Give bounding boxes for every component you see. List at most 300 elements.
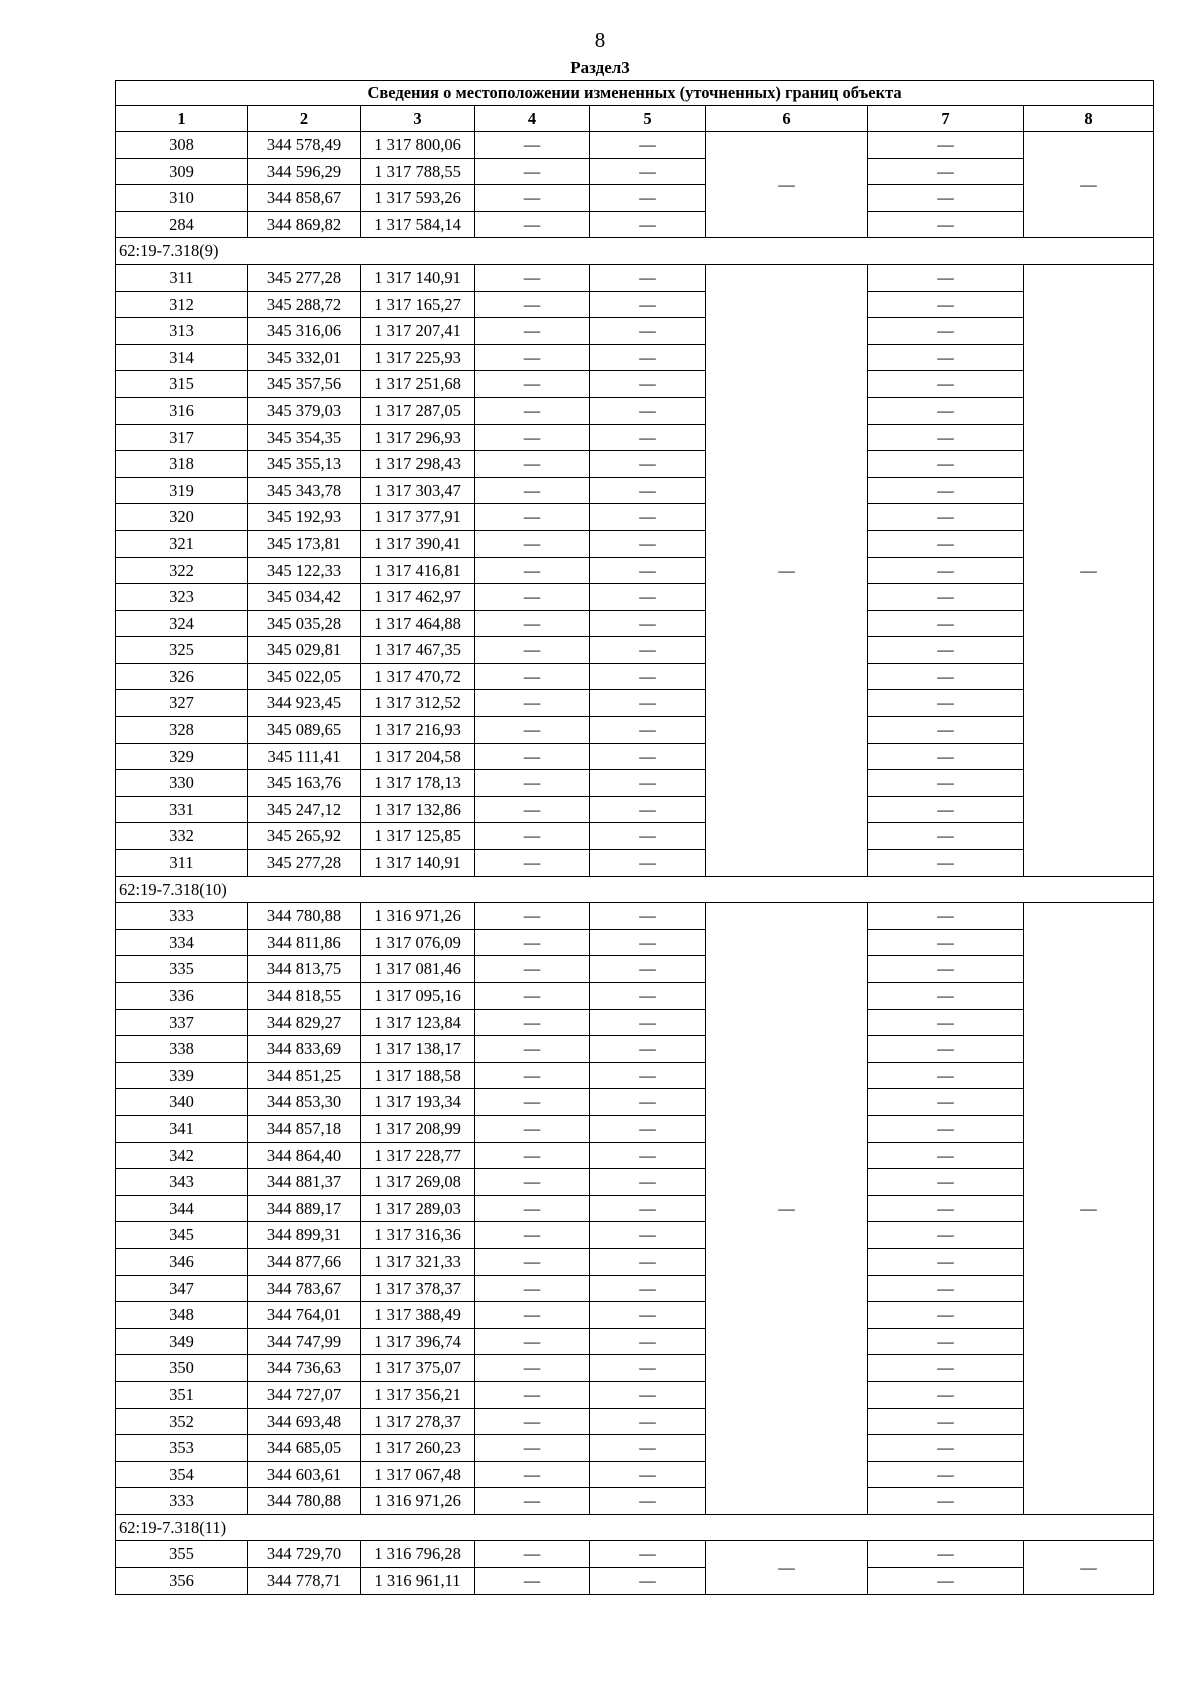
point-number-cell: 336 xyxy=(116,983,248,1010)
col5-dash-cell: — xyxy=(590,211,706,238)
x-coordinate-cell: 345 035,28 xyxy=(248,610,361,637)
table-title-row xyxy=(116,81,1154,106)
col7-dash-cell: — xyxy=(868,1195,1024,1222)
x-coordinate-cell: 344 747,99 xyxy=(248,1328,361,1355)
col7-dash-cell: — xyxy=(868,158,1024,185)
x-coordinate-cell: 345 316,06 xyxy=(248,318,361,345)
point-number-cell: 343 xyxy=(116,1169,248,1196)
col7-dash-cell: — xyxy=(868,743,1024,770)
col4-dash-cell: — xyxy=(475,663,590,690)
table-row xyxy=(116,1115,1154,1142)
point-number-cell: 350 xyxy=(116,1355,248,1382)
column-header-row xyxy=(116,106,1154,132)
table-row xyxy=(116,1169,1154,1196)
col7-dash-cell: — xyxy=(868,371,1024,398)
col7-dash-cell: — xyxy=(868,185,1024,212)
col7-dash-cell: — xyxy=(868,1541,1024,1568)
col7-dash-cell: — xyxy=(868,1381,1024,1408)
col6-dash-cell: — xyxy=(706,903,868,1515)
y-coordinate-cell: 1 317 225,93 xyxy=(361,344,475,371)
table-row xyxy=(116,504,1154,531)
y-coordinate-cell: 1 316 961,11 xyxy=(361,1568,475,1595)
x-coordinate-cell: 344 811,86 xyxy=(248,929,361,956)
y-coordinate-cell: 1 317 584,14 xyxy=(361,211,475,238)
y-coordinate-cell: 1 317 593,26 xyxy=(361,185,475,212)
x-coordinate-cell: 345 022,05 xyxy=(248,663,361,690)
col5-dash-cell: — xyxy=(590,371,706,398)
x-coordinate-cell: 344 853,30 xyxy=(248,1089,361,1116)
col8-dash-cell: — xyxy=(1024,264,1154,876)
point-number-cell: 335 xyxy=(116,956,248,983)
point-number-cell: 333 xyxy=(116,1488,248,1515)
point-number-cell: 325 xyxy=(116,637,248,664)
y-coordinate-cell: 1 317 289,03 xyxy=(361,1195,475,1222)
point-number-cell: 356 xyxy=(116,1568,248,1595)
point-number-cell: 330 xyxy=(116,770,248,797)
point-number-cell: 320 xyxy=(116,504,248,531)
y-coordinate-cell: 1 317 140,91 xyxy=(361,850,475,877)
point-number-cell: 311 xyxy=(116,850,248,877)
col5-dash-cell: — xyxy=(590,663,706,690)
y-coordinate-cell: 1 317 377,91 xyxy=(361,504,475,531)
col7-dash-cell: — xyxy=(868,717,1024,744)
y-coordinate-cell: 1 316 971,26 xyxy=(361,903,475,930)
col7-dash-cell: — xyxy=(868,1302,1024,1329)
x-coordinate-cell: 345 111,41 xyxy=(248,743,361,770)
col5-dash-cell: — xyxy=(590,1568,706,1595)
point-number-cell: 326 xyxy=(116,663,248,690)
point-number-cell: 312 xyxy=(116,291,248,318)
table-row xyxy=(116,796,1154,823)
col4-dash-cell: — xyxy=(475,743,590,770)
col4-dash-cell: — xyxy=(475,291,590,318)
table-row xyxy=(116,371,1154,398)
page-number: 8 xyxy=(594,28,606,52)
x-coordinate-cell: 344 829,27 xyxy=(248,1009,361,1036)
col5-dash-cell: — xyxy=(590,1036,706,1063)
col5-dash-cell: — xyxy=(590,1089,706,1116)
y-coordinate-cell: 1 317 388,49 xyxy=(361,1302,475,1329)
table-row xyxy=(116,743,1154,770)
col4-dash-cell: — xyxy=(475,1089,590,1116)
table-row xyxy=(116,584,1154,611)
col5-dash-cell: — xyxy=(590,1435,706,1462)
col7-dash-cell: — xyxy=(868,1222,1024,1249)
table-row xyxy=(116,770,1154,797)
x-coordinate-cell: 344 818,55 xyxy=(248,983,361,1010)
col7-dash-cell: — xyxy=(868,1009,1024,1036)
table-row xyxy=(116,1568,1154,1595)
col4-dash-cell: — xyxy=(475,397,590,424)
table-row xyxy=(116,956,1154,983)
group-label-row xyxy=(116,238,1154,265)
col7-dash-cell: — xyxy=(868,637,1024,664)
col7-dash-cell: — xyxy=(868,1461,1024,1488)
table-row xyxy=(116,1381,1154,1408)
col4-dash-cell: — xyxy=(475,1222,590,1249)
x-coordinate-cell: 345 379,03 xyxy=(248,397,361,424)
table-row xyxy=(116,1435,1154,1462)
col5-dash-cell: — xyxy=(590,690,706,717)
table-row xyxy=(116,983,1154,1010)
col4-dash-cell: — xyxy=(475,264,590,291)
col7-dash-cell: — xyxy=(868,1275,1024,1302)
col6-dash-cell: — xyxy=(706,132,868,238)
col7-dash-cell: — xyxy=(868,1115,1024,1142)
col4-dash-cell: — xyxy=(475,770,590,797)
x-coordinate-cell: 345 173,81 xyxy=(248,530,361,557)
column-header: 5 xyxy=(590,106,706,132)
col5-dash-cell: — xyxy=(590,1488,706,1515)
x-coordinate-cell: 344 857,18 xyxy=(248,1115,361,1142)
y-coordinate-cell: 1 317 375,07 xyxy=(361,1355,475,1382)
col5-dash-cell: — xyxy=(590,1142,706,1169)
col4-dash-cell: — xyxy=(475,1062,590,1089)
point-number-cell: 331 xyxy=(116,796,248,823)
col7-dash-cell: — xyxy=(868,557,1024,584)
col5-dash-cell: — xyxy=(590,132,706,159)
col4-dash-cell: — xyxy=(475,504,590,531)
point-number-cell: 308 xyxy=(116,132,248,159)
table-row xyxy=(116,717,1154,744)
col7-dash-cell: — xyxy=(868,1142,1024,1169)
x-coordinate-cell: 345 332,01 xyxy=(248,344,361,371)
col4-dash-cell: — xyxy=(475,477,590,504)
col5-dash-cell: — xyxy=(590,1009,706,1036)
y-coordinate-cell: 1 317 207,41 xyxy=(361,318,475,345)
y-coordinate-cell: 1 317 303,47 xyxy=(361,477,475,504)
point-number-cell: 328 xyxy=(116,717,248,744)
point-number-cell: 310 xyxy=(116,185,248,212)
table-row xyxy=(116,291,1154,318)
col5-dash-cell: — xyxy=(590,1328,706,1355)
col7-dash-cell: — xyxy=(868,1248,1024,1275)
col7-dash-cell: — xyxy=(868,663,1024,690)
x-coordinate-cell: 345 192,93 xyxy=(248,504,361,531)
col4-dash-cell: — xyxy=(475,823,590,850)
col4-dash-cell: — xyxy=(475,1009,590,1036)
y-coordinate-cell: 1 317 416,81 xyxy=(361,557,475,584)
point-number-cell: 342 xyxy=(116,1142,248,1169)
col5-dash-cell: — xyxy=(590,956,706,983)
y-coordinate-cell: 1 317 140,91 xyxy=(361,264,475,291)
y-coordinate-cell: 1 317 260,23 xyxy=(361,1435,475,1462)
col4-dash-cell: — xyxy=(475,690,590,717)
table-row xyxy=(116,530,1154,557)
x-coordinate-cell: 345 277,28 xyxy=(248,264,361,291)
table-row xyxy=(116,1036,1154,1063)
col5-dash-cell: — xyxy=(590,318,706,345)
col4-dash-cell: — xyxy=(475,557,590,584)
y-coordinate-cell: 1 316 971,26 xyxy=(361,1488,475,1515)
y-coordinate-cell: 1 317 321,33 xyxy=(361,1248,475,1275)
col4-dash-cell: — xyxy=(475,1169,590,1196)
col7-dash-cell: — xyxy=(868,291,1024,318)
point-number-cell: 345 xyxy=(116,1222,248,1249)
table-row xyxy=(116,185,1154,212)
x-coordinate-cell: 345 089,65 xyxy=(248,717,361,744)
y-coordinate-cell: 1 317 193,34 xyxy=(361,1089,475,1116)
point-number-cell: 332 xyxy=(116,823,248,850)
x-coordinate-cell: 344 858,67 xyxy=(248,185,361,212)
table-row xyxy=(116,1248,1154,1275)
col5-dash-cell: — xyxy=(590,1195,706,1222)
col4-dash-cell: — xyxy=(475,1302,590,1329)
x-coordinate-cell: 344 780,88 xyxy=(248,903,361,930)
column-header: 1 xyxy=(116,106,248,132)
col4-dash-cell: — xyxy=(475,1408,590,1435)
col4-dash-cell: — xyxy=(475,1541,590,1568)
y-coordinate-cell: 1 317 095,16 xyxy=(361,983,475,1010)
col5-dash-cell: — xyxy=(590,903,706,930)
column-header: 2 xyxy=(248,106,361,132)
col4-dash-cell: — xyxy=(475,796,590,823)
y-coordinate-cell: 1 317 228,77 xyxy=(361,1142,475,1169)
table-row xyxy=(116,477,1154,504)
col7-dash-cell: — xyxy=(868,504,1024,531)
table-row xyxy=(116,318,1154,345)
col5-dash-cell: — xyxy=(590,1461,706,1488)
col5-dash-cell: — xyxy=(590,983,706,1010)
table-row xyxy=(116,1062,1154,1089)
y-coordinate-cell: 1 317 312,52 xyxy=(361,690,475,717)
col4-dash-cell: — xyxy=(475,717,590,744)
col5-dash-cell: — xyxy=(590,530,706,557)
col5-dash-cell: — xyxy=(590,424,706,451)
col8-dash-cell: — xyxy=(1024,132,1154,238)
y-coordinate-cell: 1 317 287,05 xyxy=(361,397,475,424)
point-number-cell: 339 xyxy=(116,1062,248,1089)
y-coordinate-cell: 1 317 132,86 xyxy=(361,796,475,823)
col5-dash-cell: — xyxy=(590,1062,706,1089)
column-header: 3 xyxy=(361,106,475,132)
point-number-cell: 309 xyxy=(116,158,248,185)
col6-dash-cell: — xyxy=(706,1541,868,1594)
col4-dash-cell: — xyxy=(475,1275,590,1302)
point-number-cell: 316 xyxy=(116,397,248,424)
y-coordinate-cell: 1 317 138,17 xyxy=(361,1036,475,1063)
column-header: 8 xyxy=(1024,106,1154,132)
y-coordinate-cell: 1 317 165,27 xyxy=(361,291,475,318)
x-coordinate-cell: 344 685,05 xyxy=(248,1435,361,1462)
x-coordinate-cell: 345 357,56 xyxy=(248,371,361,398)
col4-dash-cell: — xyxy=(475,956,590,983)
y-coordinate-cell: 1 317 204,58 xyxy=(361,743,475,770)
point-number-cell: 313 xyxy=(116,318,248,345)
x-coordinate-cell: 345 354,35 xyxy=(248,424,361,451)
y-coordinate-cell: 1 317 269,08 xyxy=(361,1169,475,1196)
col5-dash-cell: — xyxy=(590,584,706,611)
y-coordinate-cell: 1 317 298,43 xyxy=(361,451,475,478)
table-row xyxy=(116,557,1154,584)
x-coordinate-cell: 344 729,70 xyxy=(248,1541,361,1568)
point-number-cell: 355 xyxy=(116,1541,248,1568)
table-row xyxy=(116,158,1154,185)
col4-dash-cell: — xyxy=(475,850,590,877)
col4-dash-cell: — xyxy=(475,1142,590,1169)
point-number-cell: 329 xyxy=(116,743,248,770)
x-coordinate-cell: 344 603,61 xyxy=(248,1461,361,1488)
col7-dash-cell: — xyxy=(868,929,1024,956)
col4-dash-cell: — xyxy=(475,1568,590,1595)
col7-dash-cell: — xyxy=(868,1435,1024,1462)
table-row xyxy=(116,132,1154,159)
col5-dash-cell: — xyxy=(590,344,706,371)
table-row xyxy=(116,211,1154,238)
col4-dash-cell: — xyxy=(475,1435,590,1462)
table-row xyxy=(116,264,1154,291)
col4-dash-cell: — xyxy=(475,610,590,637)
col4-dash-cell: — xyxy=(475,185,590,212)
col4-dash-cell: — xyxy=(475,451,590,478)
x-coordinate-cell: 344 778,71 xyxy=(248,1568,361,1595)
group-label-row xyxy=(116,876,1154,903)
group-label-row xyxy=(116,1514,1154,1541)
table-row xyxy=(116,1142,1154,1169)
x-coordinate-cell: 344 780,88 xyxy=(248,1488,361,1515)
col4-dash-cell: — xyxy=(475,371,590,398)
x-coordinate-cell: 344 877,66 xyxy=(248,1248,361,1275)
point-number-cell: 314 xyxy=(116,344,248,371)
point-number-cell: 347 xyxy=(116,1275,248,1302)
col5-dash-cell: — xyxy=(590,397,706,424)
col7-dash-cell: — xyxy=(868,264,1024,291)
col7-dash-cell: — xyxy=(868,1408,1024,1435)
y-coordinate-cell: 1 317 462,97 xyxy=(361,584,475,611)
table-row xyxy=(116,823,1154,850)
col5-dash-cell: — xyxy=(590,823,706,850)
x-coordinate-cell: 345 122,33 xyxy=(248,557,361,584)
col5-dash-cell: — xyxy=(590,796,706,823)
x-coordinate-cell: 345 034,42 xyxy=(248,584,361,611)
x-coordinate-cell: 344 736,63 xyxy=(248,1355,361,1382)
col4-dash-cell: — xyxy=(475,424,590,451)
col5-dash-cell: — xyxy=(590,451,706,478)
col5-dash-cell: — xyxy=(590,717,706,744)
col7-dash-cell: — xyxy=(868,451,1024,478)
y-coordinate-cell: 1 317 470,72 xyxy=(361,663,475,690)
group-label: 62:19-7.318(11) xyxy=(116,1514,1154,1541)
table-row xyxy=(116,1461,1154,1488)
table-title: Сведения о местоположении измененных (уточненных) границ объекта xyxy=(116,81,1154,106)
column-header: 6 xyxy=(706,106,868,132)
x-coordinate-cell: 345 247,12 xyxy=(248,796,361,823)
col4-dash-cell: — xyxy=(475,132,590,159)
y-coordinate-cell: 1 317 123,84 xyxy=(361,1009,475,1036)
col5-dash-cell: — xyxy=(590,264,706,291)
point-number-cell: 311 xyxy=(116,264,248,291)
col4-dash-cell: — xyxy=(475,1355,590,1382)
table-row xyxy=(116,637,1154,664)
group-label: 62:19-7.318(10) xyxy=(116,876,1154,903)
x-coordinate-cell: 344 833,69 xyxy=(248,1036,361,1063)
point-number-cell: 341 xyxy=(116,1115,248,1142)
col5-dash-cell: — xyxy=(590,1222,706,1249)
col4-dash-cell: — xyxy=(475,584,590,611)
table-row xyxy=(116,397,1154,424)
y-coordinate-cell: 1 317 464,88 xyxy=(361,610,475,637)
col5-dash-cell: — xyxy=(590,1541,706,1568)
col4-dash-cell: — xyxy=(475,211,590,238)
col4-dash-cell: — xyxy=(475,1036,590,1063)
col4-dash-cell: — xyxy=(475,1328,590,1355)
col7-dash-cell: — xyxy=(868,1036,1024,1063)
y-coordinate-cell: 1 317 356,21 xyxy=(361,1381,475,1408)
col5-dash-cell: — xyxy=(590,1169,706,1196)
col5-dash-cell: — xyxy=(590,743,706,770)
y-coordinate-cell: 1 317 178,13 xyxy=(361,770,475,797)
y-coordinate-cell: 1 317 316,36 xyxy=(361,1222,475,1249)
point-number-cell: 340 xyxy=(116,1089,248,1116)
y-coordinate-cell: 1 317 390,41 xyxy=(361,530,475,557)
point-number-cell: 318 xyxy=(116,451,248,478)
col7-dash-cell: — xyxy=(868,1355,1024,1382)
x-coordinate-cell: 344 869,82 xyxy=(248,211,361,238)
col5-dash-cell: — xyxy=(590,770,706,797)
point-number-cell: 284 xyxy=(116,211,248,238)
col7-dash-cell: — xyxy=(868,610,1024,637)
col4-dash-cell: — xyxy=(475,637,590,664)
point-number-cell: 349 xyxy=(116,1328,248,1355)
col5-dash-cell: — xyxy=(590,850,706,877)
col7-dash-cell: — xyxy=(868,823,1024,850)
y-coordinate-cell: 1 317 396,74 xyxy=(361,1328,475,1355)
col5-dash-cell: — xyxy=(590,1355,706,1382)
col5-dash-cell: — xyxy=(590,1408,706,1435)
table-row xyxy=(116,1009,1154,1036)
col5-dash-cell: — xyxy=(590,929,706,956)
x-coordinate-cell: 345 163,76 xyxy=(248,770,361,797)
col4-dash-cell: — xyxy=(475,983,590,1010)
col4-dash-cell: — xyxy=(475,1115,590,1142)
table-row xyxy=(116,610,1154,637)
table-row xyxy=(116,344,1154,371)
boundary-coordinates-table xyxy=(115,80,1154,1595)
y-coordinate-cell: 1 317 188,58 xyxy=(361,1062,475,1089)
table-row xyxy=(116,929,1154,956)
col5-dash-cell: — xyxy=(590,1381,706,1408)
col4-dash-cell: — xyxy=(475,318,590,345)
x-coordinate-cell: 345 355,13 xyxy=(248,451,361,478)
point-number-cell: 352 xyxy=(116,1408,248,1435)
table-row xyxy=(116,1408,1154,1435)
table-row xyxy=(116,903,1154,930)
y-coordinate-cell: 1 317 467,35 xyxy=(361,637,475,664)
x-coordinate-cell: 345 288,72 xyxy=(248,291,361,318)
col5-dash-cell: — xyxy=(590,291,706,318)
col7-dash-cell: — xyxy=(868,850,1024,877)
col5-dash-cell: — xyxy=(590,637,706,664)
x-coordinate-cell: 344 578,49 xyxy=(248,132,361,159)
col5-dash-cell: — xyxy=(590,185,706,212)
point-number-cell: 354 xyxy=(116,1461,248,1488)
y-coordinate-cell: 1 317 081,46 xyxy=(361,956,475,983)
table-row xyxy=(116,1089,1154,1116)
x-coordinate-cell: 344 889,17 xyxy=(248,1195,361,1222)
x-coordinate-cell: 344 851,25 xyxy=(248,1062,361,1089)
x-coordinate-cell: 345 277,28 xyxy=(248,850,361,877)
y-coordinate-cell: 1 317 076,09 xyxy=(361,929,475,956)
point-number-cell: 351 xyxy=(116,1381,248,1408)
x-coordinate-cell: 344 899,31 xyxy=(248,1222,361,1249)
x-coordinate-cell: 344 596,29 xyxy=(248,158,361,185)
point-number-cell: 348 xyxy=(116,1302,248,1329)
col5-dash-cell: — xyxy=(590,610,706,637)
y-coordinate-cell: 1 317 296,93 xyxy=(361,424,475,451)
table-row xyxy=(116,1302,1154,1329)
col7-dash-cell: — xyxy=(868,477,1024,504)
col7-dash-cell: — xyxy=(868,1568,1024,1595)
